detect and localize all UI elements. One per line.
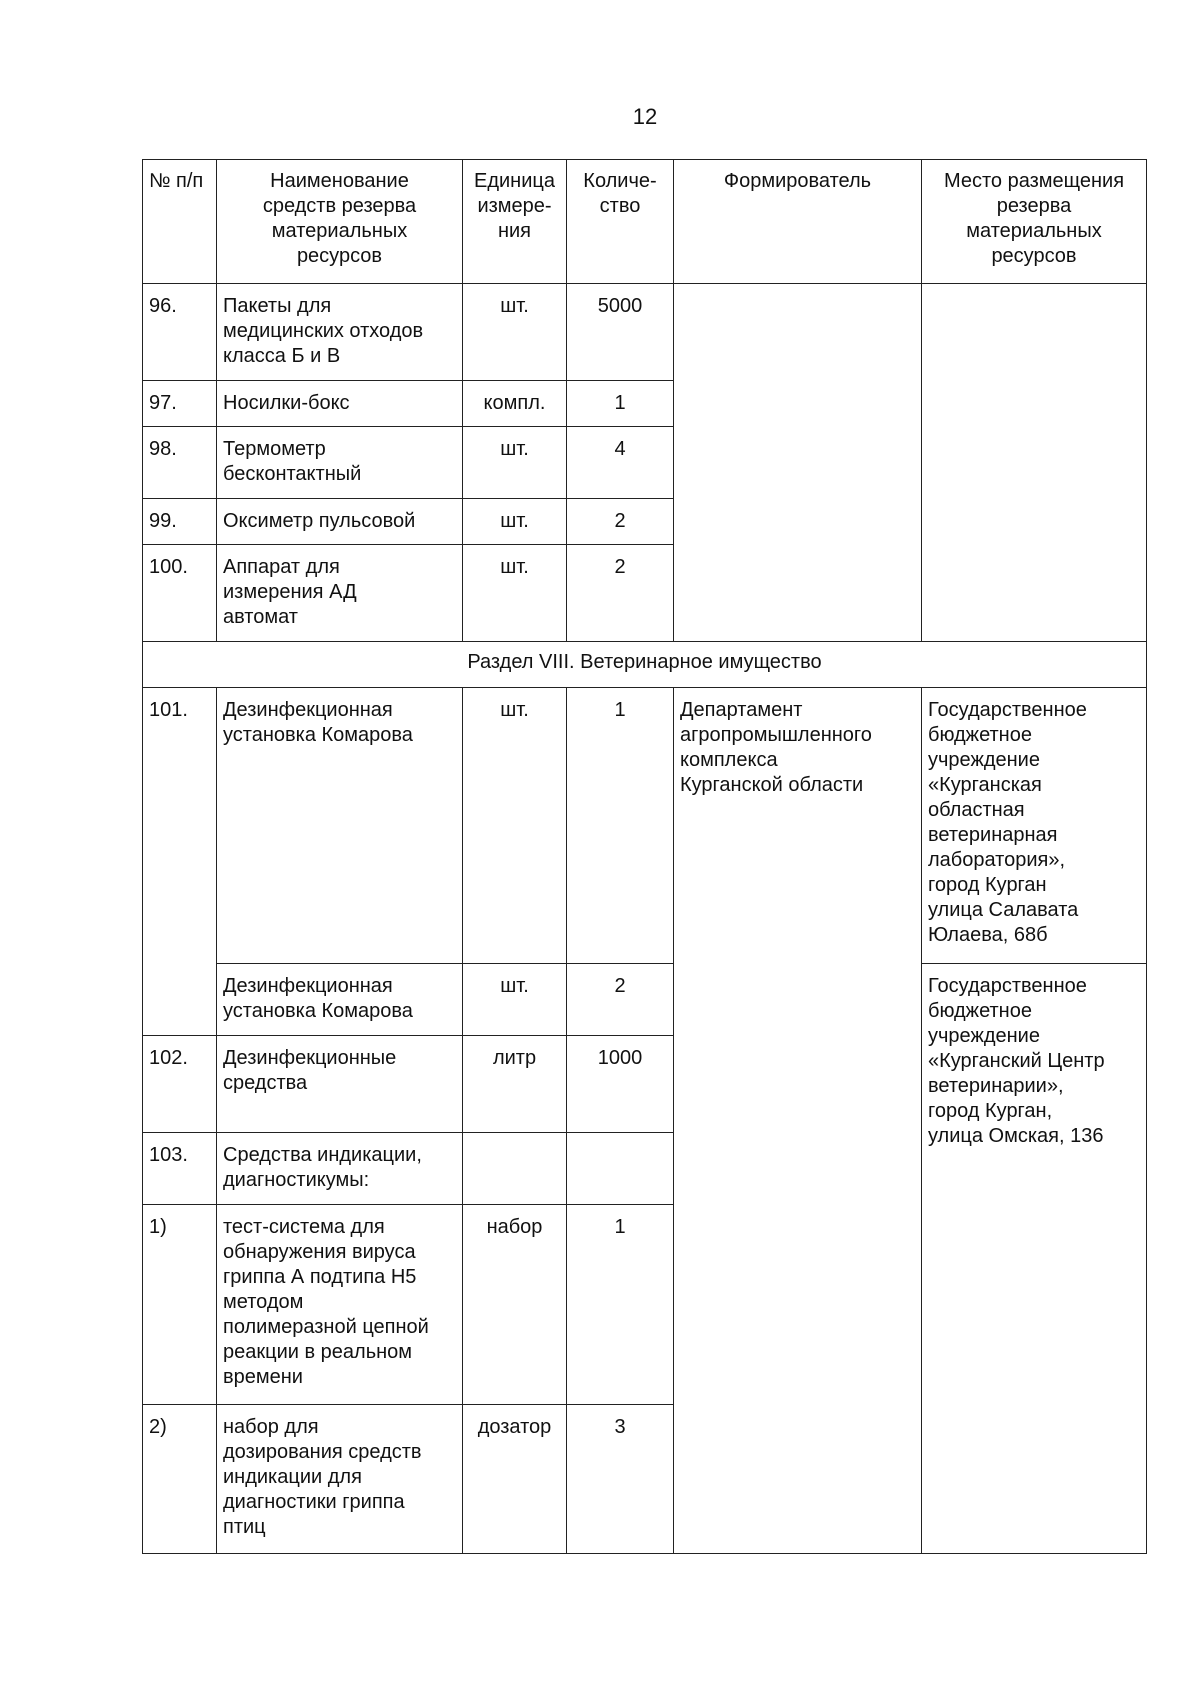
- text-line: Государственное: [928, 699, 1087, 721]
- text-line: материальных: [271, 220, 408, 242]
- text-line: Термометр: [223, 438, 326, 460]
- text-line: установка Комарова: [223, 724, 413, 746]
- row-unit: шт.: [463, 545, 567, 642]
- text-line: Оксиметр пульсовой: [223, 510, 416, 532]
- section-title: Раздел VIII. Ветеринарное имущество: [143, 642, 1147, 688]
- table-row: [143, 284, 1147, 381]
- header-unit: [463, 160, 567, 284]
- text-line: бюджетное: [928, 724, 1032, 746]
- text-line: Юлаева, 68б: [928, 924, 1048, 946]
- text-line: «Курганская: [928, 774, 1042, 796]
- row-name: [217, 688, 463, 964]
- text-line: полимеразной цепной: [223, 1316, 429, 1338]
- table-row: [143, 688, 1147, 964]
- row-name: [217, 1036, 463, 1133]
- material-reserve-table: [142, 159, 1147, 1554]
- row-unit: шт.: [463, 688, 567, 964]
- text-line: тест-система для: [223, 1216, 385, 1238]
- text-line: комплекса: [680, 749, 778, 771]
- text-line: № п/п: [149, 170, 204, 192]
- text-line: Дезинфекционные: [223, 1047, 397, 1069]
- row-qty: 3: [567, 1405, 674, 1554]
- place-center: [922, 964, 1147, 1554]
- row-qty: 4: [567, 427, 674, 499]
- text-line: Курганской области: [680, 774, 864, 796]
- text-line: Пакеты для: [223, 295, 332, 317]
- row-num: 2): [143, 1405, 217, 1554]
- row-qty: 1: [567, 1205, 674, 1405]
- text-line: измерения АД: [223, 581, 357, 603]
- row-name: [217, 499, 463, 545]
- text-line: Дезинфекционная: [223, 699, 393, 721]
- row-name: [217, 545, 463, 642]
- text-line: дозирования средств: [223, 1441, 422, 1463]
- text-line: гриппа А подтипа Н5: [223, 1266, 417, 1288]
- table-header-row: [143, 160, 1147, 284]
- header-num: [143, 160, 217, 284]
- text-line: Формирователь: [723, 170, 872, 192]
- header-name: [217, 160, 463, 284]
- text-line: Аппарат для: [223, 556, 340, 578]
- row-qty: 2: [567, 499, 674, 545]
- text-line: улица Омская, 136: [928, 1125, 1104, 1147]
- text-line: птиц: [223, 1516, 266, 1538]
- table-row: [143, 964, 1147, 1036]
- row-num: 99.: [143, 499, 217, 545]
- row-name: [217, 381, 463, 427]
- text-line: Дезинфекционная: [223, 975, 393, 997]
- row-qty: 5000: [567, 284, 674, 381]
- row-num: 98.: [143, 427, 217, 499]
- text-line: ветеринарии»,: [928, 1075, 1064, 1097]
- text-line: лаборатория»,: [928, 849, 1066, 871]
- text-line: класса Б и В: [223, 345, 341, 367]
- text-line: Наименование: [270, 170, 409, 192]
- row-name: [217, 1405, 463, 1554]
- former-cell-empty: [674, 284, 922, 642]
- text-line: город Курган: [928, 874, 1047, 896]
- text-line: диагностики гриппа: [223, 1491, 405, 1513]
- text-line: установка Комарова: [223, 1000, 413, 1022]
- text-line: автомат: [223, 606, 298, 628]
- text-line: ния: [497, 220, 532, 242]
- row-qty: 1: [567, 688, 674, 964]
- text-line: времени: [223, 1366, 303, 1388]
- header-qty: [567, 160, 674, 284]
- row-num: 102.: [143, 1036, 217, 1133]
- row-qty: 1000: [567, 1036, 674, 1133]
- text-line: город Курган,: [928, 1100, 1053, 1122]
- text-line: учреждение: [928, 749, 1040, 771]
- header-former: [674, 160, 922, 284]
- text-line: ство: [599, 195, 641, 217]
- row-unit: шт.: [463, 964, 567, 1036]
- row-num: 97.: [143, 381, 217, 427]
- text-line: Место размещения: [943, 170, 1125, 192]
- text-line: бесконтактный: [223, 463, 362, 485]
- text-line: ресурсов: [296, 245, 383, 267]
- row-name: [217, 964, 463, 1036]
- row-unit: набор: [463, 1205, 567, 1405]
- text-line: средства: [223, 1072, 308, 1094]
- text-line: Носилки-бокс: [223, 392, 350, 414]
- row-qty: 1: [567, 381, 674, 427]
- text-line: методом: [223, 1291, 304, 1313]
- text-line: Средства индикации,: [223, 1144, 422, 1166]
- text-line: бюджетное: [928, 1000, 1032, 1022]
- row-num: 1): [143, 1205, 217, 1405]
- section-row: [143, 642, 1147, 688]
- page-number: 12: [632, 104, 658, 129]
- text-line: резерва: [996, 195, 1072, 217]
- text-line: областная: [928, 799, 1025, 821]
- row-qty: 2: [567, 964, 674, 1036]
- row-name: [217, 427, 463, 499]
- text-line: Единица: [474, 170, 555, 192]
- row-name: [217, 1205, 463, 1405]
- text-line: индикации для: [223, 1466, 362, 1488]
- place-lab: [922, 688, 1147, 964]
- text-line: ресурсов: [991, 245, 1077, 267]
- row-unit-empty: [463, 1133, 567, 1205]
- row-unit: шт.: [463, 284, 567, 381]
- place-cell-empty: [922, 284, 1147, 642]
- row-name: [217, 1133, 463, 1205]
- row-num: 101.: [143, 688, 217, 1036]
- text-line: реакции в реальном: [223, 1341, 413, 1363]
- text-line: улица Салавата: [928, 899, 1079, 921]
- row-unit: дозатор: [463, 1405, 567, 1554]
- row-num: 100.: [143, 545, 217, 642]
- text-line: Департамент: [680, 699, 803, 721]
- row-unit: шт.: [463, 427, 567, 499]
- text-line: средств резерва: [262, 195, 417, 217]
- former-vet: [674, 688, 922, 1554]
- text-line: «Курганский Центр: [928, 1050, 1105, 1072]
- row-name: [217, 284, 463, 381]
- text-line: агропромышленного: [680, 724, 872, 746]
- text-line: Количе-: [583, 170, 657, 192]
- row-unit: компл.: [463, 381, 567, 427]
- row-unit: литр: [463, 1036, 567, 1133]
- row-unit: шт.: [463, 499, 567, 545]
- header-place: [922, 160, 1147, 284]
- text-line: обнаружения вируса: [223, 1241, 416, 1263]
- row-qty: 2: [567, 545, 674, 642]
- text-line: Государственное: [928, 975, 1087, 997]
- text-line: измере-: [477, 195, 552, 217]
- text-line: ветеринарная: [928, 824, 1058, 846]
- row-qty-empty: [567, 1133, 674, 1205]
- text-line: учреждение: [928, 1025, 1040, 1047]
- row-num: 96.: [143, 284, 217, 381]
- text-line: набор для: [223, 1416, 319, 1438]
- row-num: 103.: [143, 1133, 217, 1205]
- text-line: материальных: [966, 220, 1102, 242]
- text-line: медицинских отходов: [223, 320, 424, 342]
- text-line: диагностикумы:: [223, 1169, 370, 1191]
